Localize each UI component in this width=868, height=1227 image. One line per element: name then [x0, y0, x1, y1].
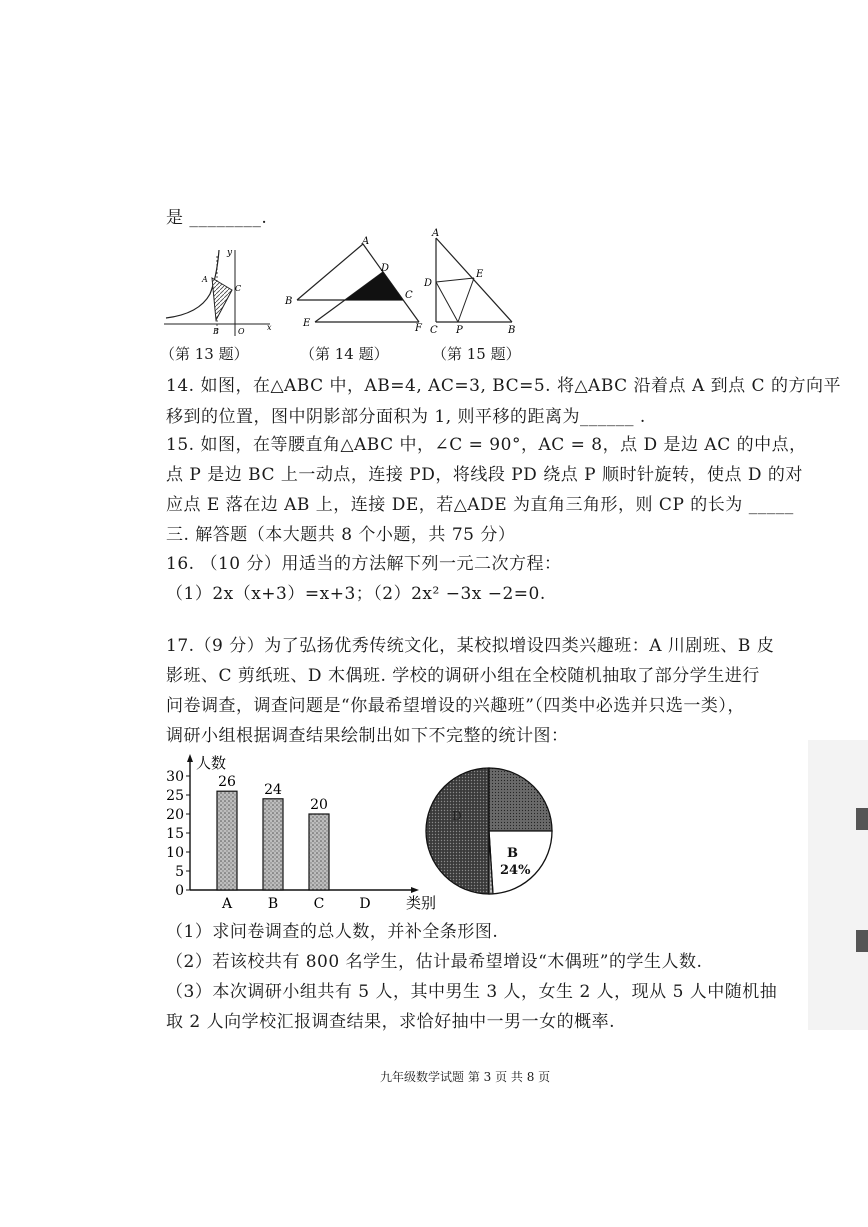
q15-line-1: 15. 如图，在等腰直角△ABC 中，∠C = 90°，AC = 8，点 D 是边 AC 的中点， — [166, 435, 807, 455]
bar-b — [263, 799, 283, 890]
q17-line-4: 调研小组根据调查结果绘制出如下不完整的统计图： — [166, 726, 569, 746]
bar-chart — [160, 752, 440, 912]
y-tick-label: 0 — [175, 883, 184, 899]
fig15-label-b: B — [508, 325, 516, 336]
fig13-label-x: x — [267, 323, 272, 332]
q16-line-1: 16. （10 分）用适当的方法解下列一元二次方程： — [166, 554, 562, 574]
fig14-label-e: E — [303, 318, 311, 329]
fig15-label-p: P — [456, 325, 463, 336]
q15-line-3: 应点 E 落在边 AB 上，连接 DE，若△ADE 为直角三角形，则 CP 的长为 _____ — [166, 495, 794, 515]
bar-data-label-a: 26 — [218, 774, 236, 791]
fig14-label-b: B — [285, 296, 293, 307]
fig14-label-c: C — [405, 290, 413, 301]
figure-14 — [283, 234, 423, 334]
pie-chart — [422, 764, 558, 900]
pie-value-b: 24% — [500, 863, 531, 878]
q16-line-2: （1）2x（x+3）=x+3；（2）2x² −3x −2=0. — [166, 584, 546, 604]
bar-data-label-c: 20 — [310, 797, 328, 813]
page-footer: 九年级数学试题 第 3 页 共 8 页 — [380, 1070, 551, 1084]
fig14-label-d: D — [381, 263, 390, 274]
fig13-label-o: O — [238, 327, 245, 336]
x-category-label-a: A — [221, 896, 233, 912]
q17-sub-1: （1）求问卷调查的总人数，并补全条形图. — [166, 922, 499, 942]
x-axis-arrow — [411, 887, 419, 893]
top-answer-line: 是 ________. — [166, 208, 268, 228]
q14-line-1: 14. 如图，在△ABC 中，AB=4, AC=3, BC=5. 将△ABC 沿着点 A 到点 C 的方向平 — [166, 376, 841, 396]
fig15-label-a: A — [432, 228, 440, 239]
caption-q15: （第 15 题） — [432, 345, 521, 363]
y-tick-label: 15 — [166, 826, 184, 842]
fig15-label-d: D — [424, 278, 433, 289]
y-tick-label: 20 — [166, 807, 184, 823]
caption-q14: （第 14 题） — [300, 345, 389, 363]
bar-a — [217, 791, 237, 890]
fig14-label-a: A — [362, 236, 370, 247]
x-category-label-b: B — [267, 896, 279, 912]
y-tick-label: 5 — [175, 864, 184, 880]
caption-q13: （第 13 题） — [160, 345, 249, 363]
y-tick-label: 25 — [166, 788, 184, 804]
y-tick-label: 10 — [166, 845, 184, 861]
fig15-label-c: C — [430, 325, 438, 336]
y-tick-label: 30 — [166, 769, 184, 785]
fig13-label-y: y — [227, 248, 233, 258]
q15-line-2: 点 P 是边 BC 上一动点，连接 PD，将线段 PD 绕点 P 顺时针旋转，使点 D 的对 — [166, 465, 803, 485]
q17-line-2: 影班、C 剪纸班、D 木偶班. 学校的调研小组在全校随机抽取了部分学生进行 — [166, 666, 760, 686]
pie-label-d: D — [452, 809, 462, 823]
y-axis-arrow — [187, 754, 193, 762]
x-category-label-c: C — [313, 896, 325, 912]
bar-data-label-b: 24 — [264, 781, 282, 798]
q17-sub-2: （2）若该校共有 800 名学生，估计最希望增设“木偶班”的学生人数. — [166, 952, 703, 972]
x-category-label-d: D — [359, 896, 371, 912]
fig13-label-c: C — [235, 284, 242, 293]
fig13-label-a: A — [202, 275, 208, 284]
pie-slice-0 — [426, 768, 489, 894]
fig15-label-e: E — [476, 269, 484, 280]
section-3-heading: 三. 解答题（本大题共 8 个小题，共 75 分） — [166, 525, 516, 545]
q17-sub-4: 取 2 人向学校汇报调查结果，求恰好抽中一男一女的概率. — [166, 1012, 616, 1032]
q17-line-3: 问卷调查，调查问题是“你最希望增设的兴趣班”（四类中必选并只选一类）， — [166, 696, 745, 716]
pie-slice-1 — [489, 768, 552, 831]
figure-15 — [420, 226, 520, 336]
q14-line-2: 移到的位置，图中阴影部分面积为 1, 则平移的距离为______ . — [166, 407, 646, 427]
pie-label-b: B — [507, 846, 518, 861]
fig13-label-b: B — [213, 327, 219, 336]
scan-edge-shadow — [808, 740, 868, 1030]
y-axis-label: 人数 — [196, 754, 227, 772]
fig14-label-f: F — [415, 323, 422, 334]
scan-edge-mark-2 — [856, 930, 868, 952]
q17-line-1: 17.（9 分）为了弘扬优秀传统文化，某校拟增设四类兴趣班：A 川剧班、B 皮 — [166, 636, 775, 656]
figure-13 — [164, 246, 276, 338]
scan-edge-mark-1 — [856, 808, 868, 830]
q17-sub-3: （3）本次调研小组共有 5 人，其中男生 3 人，女生 2 人，现从 5 人中随机抽 — [166, 982, 778, 1002]
bar-c — [309, 814, 329, 890]
x-axis-label: 类别 — [406, 894, 437, 912]
